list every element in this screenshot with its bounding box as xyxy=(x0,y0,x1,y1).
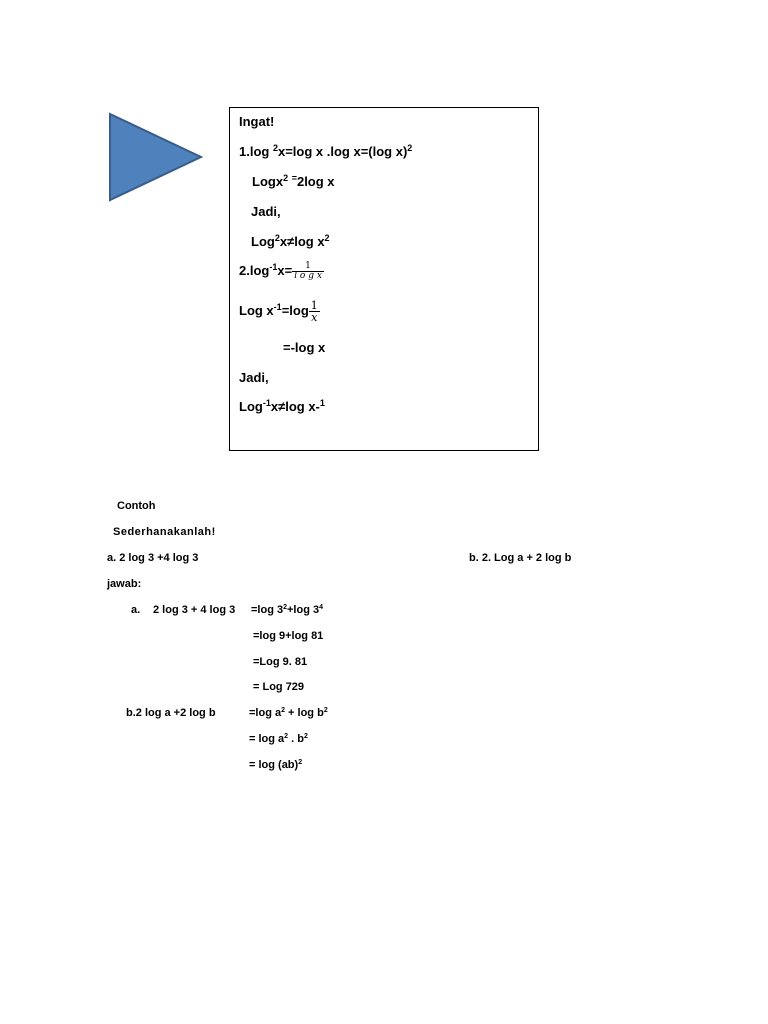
rule-1-line-2: Logx$^2$ =2log x xyxy=(252,173,335,189)
rule-2: $2.\log^{-1}x=$ $\frac{1}{\text{l o g x}}$ xyxy=(239,261,322,281)
jadi-1: Jadi, xyxy=(251,204,281,219)
rule-1-conclusion: Log$^2$x≠log $x^2$ xyxy=(251,233,330,249)
answer-heading: jawab: xyxy=(107,578,142,590)
instruction: Sederhanakanlah! xyxy=(113,526,216,538)
question-b: b. 2. Log a + 2 log b xyxy=(469,552,572,564)
answer-a-step-1: =log $3^2+\log$ $3^4$ xyxy=(251,604,323,616)
answer-b-step-3: = log (ab)$^2$ xyxy=(249,759,303,771)
jadi-2: Jadi, xyxy=(239,370,269,385)
fraction-1-over-logx: $\frac{1}{\text{l o g x}}$ xyxy=(294,261,322,281)
answer-a-step-2: =log 9+log 81 xyxy=(253,630,324,642)
question-a: a. 2 log 3 +4 log 3 xyxy=(107,552,199,564)
answer-b-step-2: = $\log a^2$ . $b^2$ xyxy=(249,733,308,745)
rule-2-conclusion: Log$^{-1}$x≠log x-$^1$ xyxy=(239,398,325,414)
rule-2-line-3: =-log x xyxy=(283,340,326,355)
answer-a-label: a. xyxy=(131,604,141,616)
rule-2-line-2: Log $x^{-1}=\log$ $\frac{1}{x}$ xyxy=(239,299,318,324)
answer-b-step-1: =log $a^2 + \log b^2$ xyxy=(249,707,328,719)
box-title: Ingat! xyxy=(239,114,275,129)
rule-1: 1.log $^2$x=log x .log x=(log x)$^2$ xyxy=(239,143,413,159)
fraction-1-over-x: $\frac{1}{x}$ xyxy=(310,299,318,324)
answer-a-step-4: = Log 729 xyxy=(253,681,305,693)
answer-a-expression: 2 log 3 + 4 log 3 xyxy=(153,604,236,616)
answer-a-step-3: =Log 9. 81 xyxy=(253,656,308,668)
example-heading: Contoh xyxy=(117,500,156,512)
play-triangle-icon xyxy=(106,110,206,204)
answer-b-expression: b.2 log a +2 log b xyxy=(126,707,216,719)
reminder-box xyxy=(229,107,539,451)
